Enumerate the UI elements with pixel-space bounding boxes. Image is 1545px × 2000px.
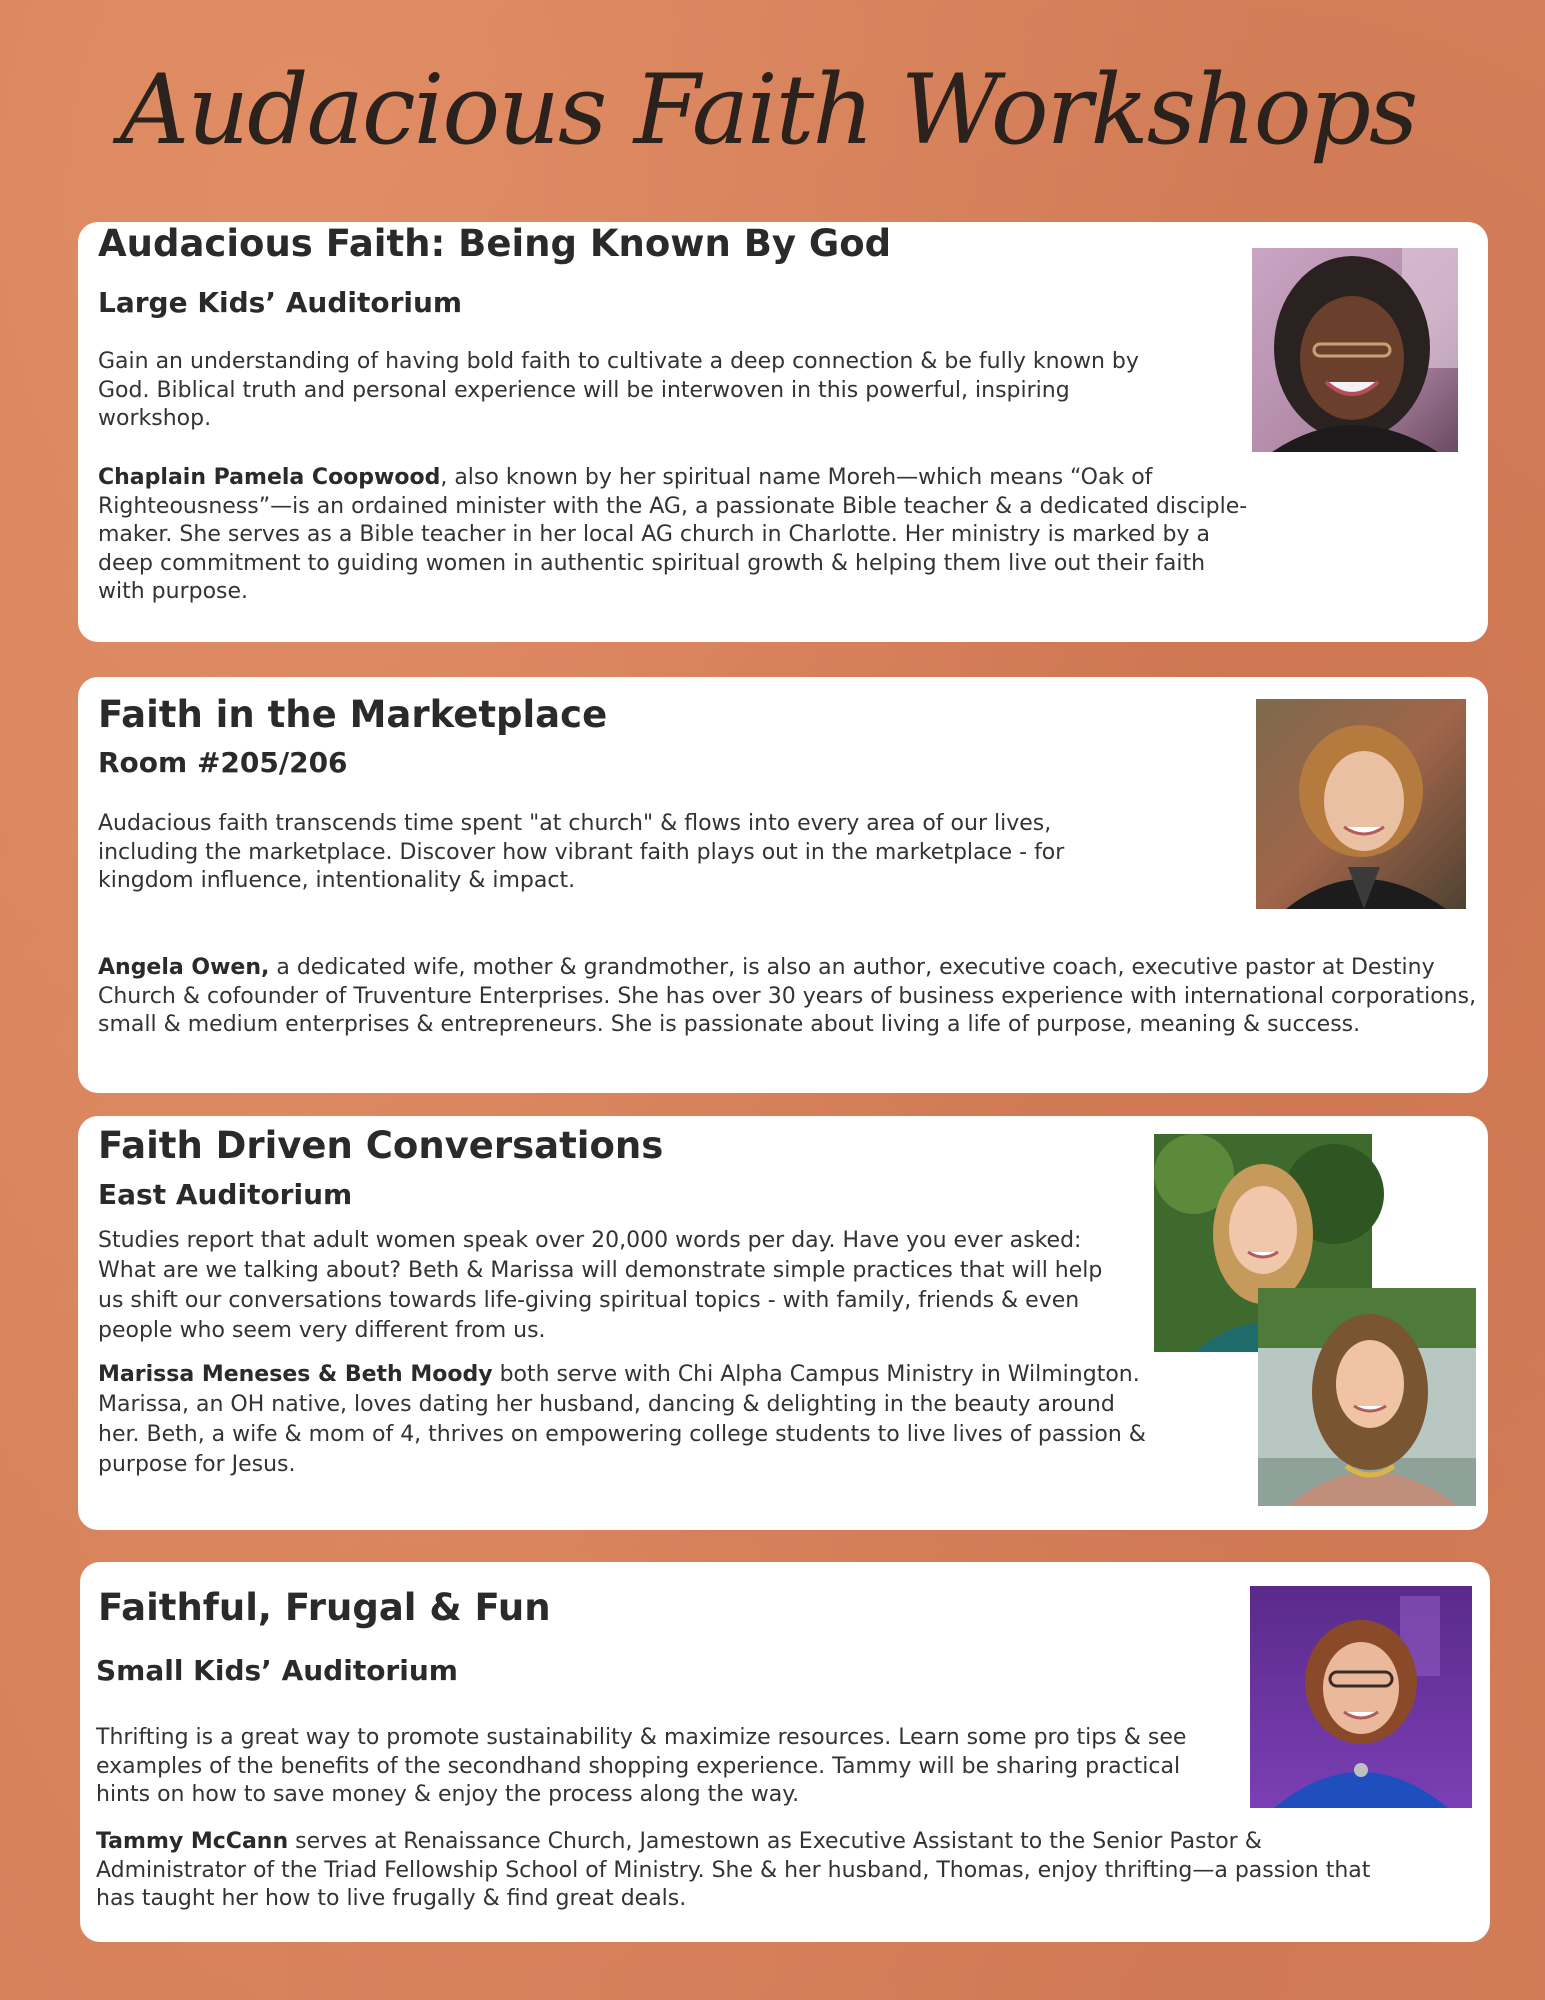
- workshop-card-being-known: [78, 222, 1488, 642]
- speaker-bio: serves at Renaissance Church, Jamestown as Executive Assistant to the Senior Pastor & Administrator of the Triad Fellowship School of Ministry. She & her husband, Thomas, enjoy thrifting—a passion that has taught her how to live frugally & find great deals.: [96, 1829, 1371, 1911]
- workshop-title: Faith Driven Conversations: [98, 1124, 664, 1167]
- speaker-name: Tammy McCann: [96, 1829, 289, 1854]
- speaker-photo-marissa: [1258, 1288, 1476, 1506]
- workshop-room: Small Kids’ Auditorium: [96, 1654, 458, 1687]
- workshop-title: Faith in the Marketplace: [98, 693, 608, 736]
- workshop-description: Thrifting is a great way to promote sustainability & maximize resources. Learn some pro tips & see examples of the benefits of the secondhand shopping experience. Tammy will be sharing practical hints on how to save money & enjoy the process along the way.: [96, 1725, 1187, 1807]
- workshop-title: Audacious Faith: Being Known By God: [98, 222, 892, 265]
- workshop-title: Faithful, Frugal & Fun: [98, 1586, 551, 1629]
- speaker-photo-pamela: [1252, 248, 1458, 452]
- workshop-room: East Auditorium: [98, 1178, 353, 1211]
- speaker-bio: a dedicated wife, mother & grandmother, is also an author, executive coach, executive pastor at Destiny Church & cofounder of Truventure Enterprises. She has over 30 years of business experience with international corporations, small & medium enterprises & entrepreneurs. She is passionate about living a life of purpose, meaning & success.: [98, 955, 1477, 1037]
- speaker-name: Angela Owen,: [98, 955, 270, 980]
- speaker-bio: , also known by her spiritual name Moreh—which means “Oak of Righteousness”—is an ordained minister with the AG, a passionate Bible teacher & a dedicated disciple-maker. She serves as a Bible teacher in her local AG church in Charlotte. Her ministry is marked by a deep commitment to guiding women in authentic spiritual growth & helping them live out their faith with purpose.: [98, 465, 1248, 604]
- speaker-photo-tammy: [1250, 1586, 1472, 1808]
- workshop-description: Gain an understanding of having bold faith to cultivate a deep connection & be fully known by God. Biblical truth and personal experience will be interwoven in this powerful, inspiring workshop.: [98, 349, 1139, 431]
- workshop-description: Studies report that adult women speak over 20,000 words per day. Have you ever asked: What are we talking about? Beth & Marissa will demonstrate simple practices that will help us shift our conversations towards life-giving spiritual topics - with family, friends & even people who seem very different from us.: [98, 1228, 1103, 1343]
- workshop-room: Room #205/206: [98, 746, 348, 779]
- speaker-bio-paragraph: [98, 464, 1248, 607]
- speaker-bio: both serve with Chi Alpha Campus Ministry in Wilmington. Marissa, an OH native, loves dating her husband, dancing & delighting in the beauty around her. Beth, a wife & mom of 4, thrives on empowering college students to live lives of passion & purpose for Jesus.: [98, 1362, 1146, 1477]
- speaker-bio-paragraph: [98, 954, 1483, 1040]
- workshop-card-marketplace: [78, 677, 1488, 1093]
- workshop-card-conversations: [78, 1116, 1488, 1530]
- page-title: Audacious Faith Workshops: [120, 54, 1417, 166]
- speaker-name: Chaplain Pamela Coopwood: [98, 465, 441, 490]
- workshop-description: Audacious faith transcends time spent "at church" & flows into every area of our lives, including the marketplace. Discover how vibrant faith plays out in the marketplace - for kingdom influence, intentionality & impact.: [98, 811, 1065, 893]
- speaker-photo-angela: [1256, 699, 1466, 909]
- speaker-bio-paragraph: [98, 1360, 1158, 1480]
- speaker-name: Marissa Meneses & Beth Moody: [98, 1362, 493, 1387]
- workshop-room: Large Kids’ Auditorium: [98, 286, 463, 319]
- speaker-bio-paragraph: [96, 1828, 1376, 1914]
- workshop-card-frugal: [80, 1562, 1490, 1942]
